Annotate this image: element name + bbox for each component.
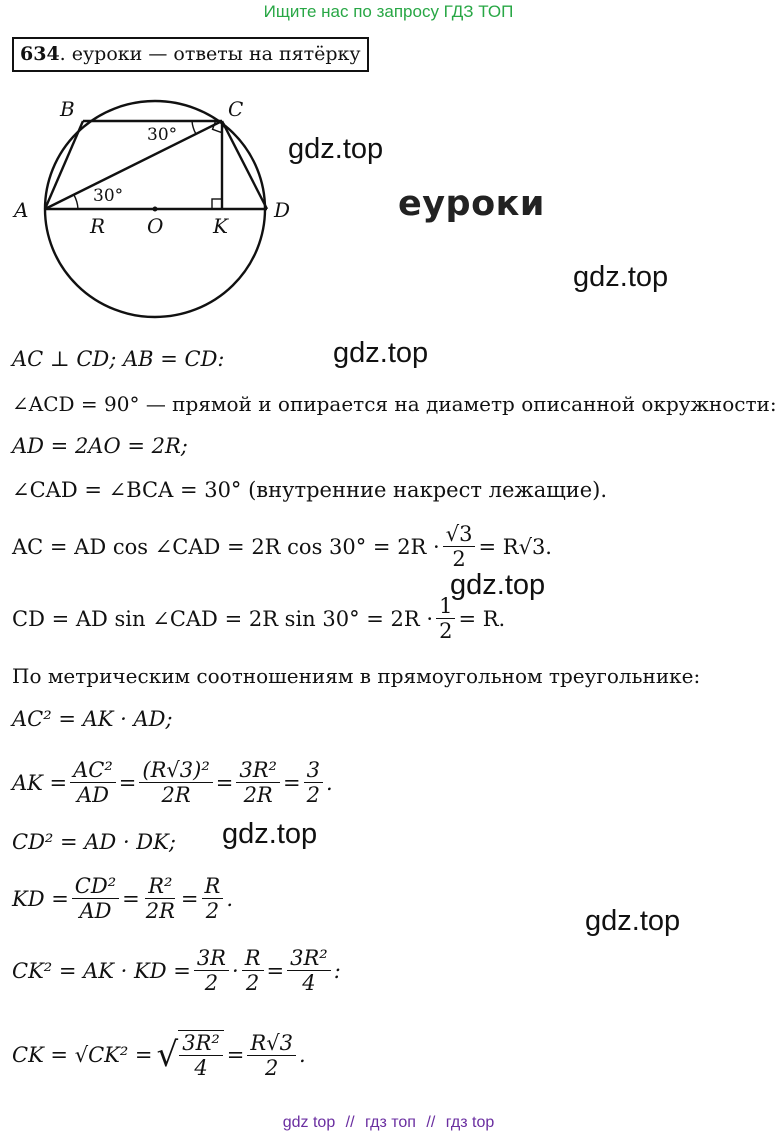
solution-line-9	[12, 758, 333, 807]
frac-den: 2	[439, 619, 453, 644]
frac-den: 4	[302, 971, 316, 996]
problem-heading	[12, 37, 369, 72]
solution-line-7: По метрическим соотношениям в прямоугольном треугольнике:	[12, 664, 701, 688]
geometry-diagram	[10, 88, 300, 328]
footer-link-gdz-top[interactable]: gdz top	[282, 1114, 336, 1131]
fraction	[236, 758, 280, 807]
watermark-gdz-2: gdz.top	[573, 261, 669, 293]
frac-num: 3R²	[179, 1031, 223, 1056]
frac-num: 1	[436, 594, 455, 619]
solution-line-3: AD = 2AO = 2R;	[12, 434, 188, 458]
fraction	[247, 1031, 296, 1080]
frac-den: 2R	[145, 899, 175, 924]
period: .	[226, 886, 234, 911]
solution-line-4: ∠CAD = ∠BCA = 30° (внутренние накрест лежащие).	[12, 478, 608, 502]
frac-num: 3	[304, 758, 323, 783]
label-c: C	[228, 97, 244, 121]
equals-sign: =	[226, 1043, 245, 1068]
fraction	[242, 946, 264, 995]
fraction-1-over-2	[436, 594, 455, 643]
sqrt-sign: √	[156, 1035, 179, 1076]
fraction-sqrt3-over-2	[443, 522, 476, 571]
frac-den: AD	[79, 899, 112, 924]
frac-den: 2R	[161, 783, 191, 808]
fraction	[178, 1030, 224, 1080]
watermark-gdz-5: gdz.top	[222, 818, 318, 850]
frac-num: 3R²	[236, 758, 280, 783]
line-9-lhs: AK =	[12, 770, 68, 795]
fraction	[143, 874, 178, 923]
line-6-text: CD = AD sin ∠CAD = 2R sin 30° = 2R ·	[12, 606, 434, 631]
frac-num: AC²	[70, 758, 116, 783]
center-o-point	[153, 207, 158, 212]
right-angle-k	[212, 199, 222, 209]
footer-links	[0, 1114, 777, 1132]
top-banner-link[interactable]: Ищите нас по запросу ГДЗ ТОП	[263, 2, 514, 21]
line-6-result: = R.	[458, 606, 506, 631]
solution-line-11	[12, 874, 233, 923]
equals-sign: =	[282, 770, 301, 795]
label-a: A	[14, 198, 29, 222]
frac-den: 2	[306, 783, 320, 808]
angle-label-c: 30°	[147, 125, 178, 145]
solution-line-2: ∠ACD = 90° — прямой и опирается на диаметр описанной окружности:	[12, 392, 777, 416]
equals-sign: =	[118, 770, 137, 795]
solution-line-6	[12, 594, 505, 643]
frac-num: (R√3)²	[139, 758, 212, 783]
label-k: K	[213, 214, 228, 238]
frac-den: 2	[204, 971, 219, 996]
problem-title: . еуроки — ответы на пятёрку	[59, 43, 361, 65]
frac-den: 2	[205, 899, 220, 924]
solution-line-10: CD² = AD · DK;	[12, 830, 176, 854]
frac-num: R	[242, 946, 264, 971]
solution-line-1: AC ⊥ CD; AB = CD:	[12, 347, 225, 371]
label-o: O	[147, 214, 164, 238]
fraction	[70, 758, 116, 807]
frac-num: R²	[145, 874, 175, 899]
fraction	[202, 874, 224, 923]
line-11-lhs: KD =	[12, 886, 69, 911]
side-cd	[222, 121, 267, 209]
fraction	[72, 874, 119, 923]
frac-den: 2	[265, 1055, 279, 1080]
watermark-brand: еуроки	[398, 184, 545, 224]
label-d: D	[274, 198, 291, 222]
label-b: B	[60, 97, 75, 121]
solution-line-8: AC² = AK · AD;	[12, 707, 173, 731]
fraction	[194, 946, 229, 995]
frac-num: R	[202, 874, 224, 899]
angle-label-a: 30°	[93, 186, 124, 206]
footer-separator: //	[345, 1114, 355, 1131]
equals-sign: =	[266, 958, 285, 983]
frac-den: 2	[452, 547, 466, 572]
period: .	[325, 770, 333, 795]
watermark-gdz-6: gdz.top	[585, 905, 681, 937]
fraction	[287, 946, 331, 995]
watermark-gdz-1: gdz.top	[288, 133, 384, 165]
side-ab	[45, 121, 83, 209]
frac-den: 2	[245, 971, 260, 996]
fraction	[139, 758, 212, 807]
line-12-lhs: CK² = AK · KD =	[12, 958, 191, 983]
angle-arc-a	[74, 195, 78, 209]
frac-num: CD²	[72, 874, 119, 899]
label-r: R	[90, 214, 106, 238]
frac-den: AD	[76, 783, 109, 808]
footer-link-gdz-top-ru[interactable]: гдз топ	[365, 1114, 416, 1131]
solution-line-5	[12, 522, 552, 571]
frac-num: 3R²	[287, 946, 331, 971]
frac-num: √3	[443, 522, 476, 547]
watermark-gdz-3: gdz.top	[333, 337, 429, 369]
equals-sign: =	[122, 886, 140, 911]
fraction	[304, 758, 323, 807]
problem-number: 634	[20, 43, 60, 65]
frac-den: 4	[194, 1056, 208, 1081]
frac-num: R√3	[247, 1031, 296, 1056]
watermark-gdz-4: gdz.top	[450, 569, 546, 601]
colon: :	[333, 958, 341, 983]
footer-link-gdz-top-mixed[interactable]: гдз top	[445, 1114, 495, 1131]
line-5-text: AC = AD cos ∠CAD = 2R cos 30° = 2R ·	[12, 534, 440, 559]
solution-line-12	[12, 946, 341, 995]
footer-separator: //	[426, 1114, 436, 1131]
angle-arc-c	[192, 121, 196, 134]
period: .	[298, 1043, 306, 1068]
line-5-result: = R√3.	[478, 534, 552, 559]
frac-num: 3R	[194, 946, 229, 971]
equals-sign: =	[180, 886, 199, 911]
dot-operator: ·	[232, 958, 239, 983]
solution-line-13	[12, 1030, 306, 1080]
line-13-lhs: CK = √CK² =	[12, 1043, 153, 1068]
equals-sign: =	[215, 770, 234, 795]
frac-den: 2R	[243, 783, 273, 808]
